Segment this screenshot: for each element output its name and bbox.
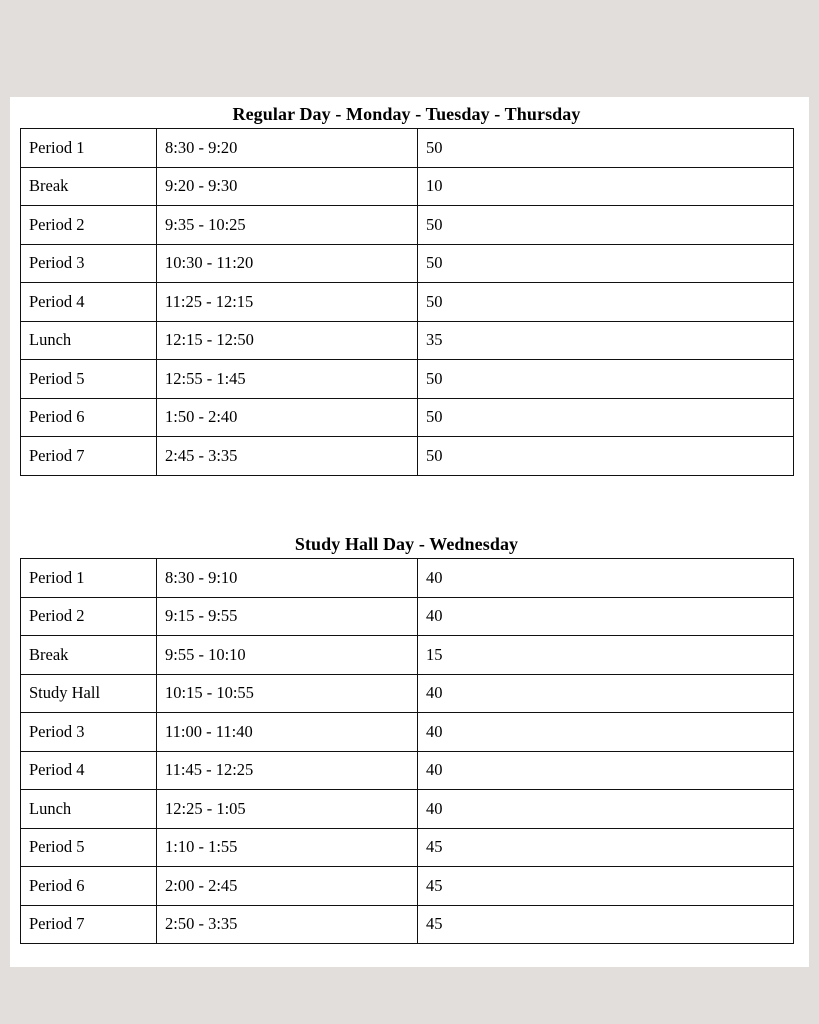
table-row: [21, 321, 794, 360]
time-range-cell: 11:45 - 12:25: [157, 751, 418, 790]
table-row: [21, 674, 794, 713]
minutes-cell: 10: [418, 167, 794, 206]
time-range-cell: 12:15 - 12:50: [157, 321, 418, 360]
minutes-cell: 40: [418, 597, 794, 636]
period-cell: Period 3: [21, 713, 157, 752]
time-range-cell: 9:15 - 9:55: [157, 597, 418, 636]
minutes-cell: 50: [418, 129, 794, 168]
study-hall-day-schedule: [20, 530, 793, 944]
time-range-cell: 10:30 - 11:20: [157, 244, 418, 283]
period-cell: Period 2: [21, 597, 157, 636]
table-row: [21, 597, 794, 636]
period-cell: Period 7: [21, 905, 157, 944]
time-range-cell: 12:55 - 1:45: [157, 360, 418, 399]
minutes-cell: 45: [418, 905, 794, 944]
table-row: [21, 167, 794, 206]
minutes-cell: 35: [418, 321, 794, 360]
minutes-cell: 40: [418, 790, 794, 829]
minutes-cell: 40: [418, 713, 794, 752]
table-row: [21, 790, 794, 829]
schedule-table: [20, 558, 794, 944]
time-range-cell: 9:55 - 10:10: [157, 636, 418, 675]
table-row: [21, 206, 794, 245]
time-range-cell: 2:50 - 3:35: [157, 905, 418, 944]
minutes-cell: 40: [418, 674, 794, 713]
time-range-cell: 11:25 - 12:15: [157, 283, 418, 322]
table-row: [21, 905, 794, 944]
time-range-cell: 2:45 - 3:35: [157, 437, 418, 476]
minutes-cell: 50: [418, 244, 794, 283]
minutes-cell: 45: [418, 867, 794, 906]
table-row: [21, 828, 794, 867]
minutes-cell: 50: [418, 360, 794, 399]
table-row: [21, 129, 794, 168]
period-cell: Period 7: [21, 437, 157, 476]
period-cell: Period 2: [21, 206, 157, 245]
minutes-cell: 40: [418, 559, 794, 598]
table-row: [21, 713, 794, 752]
table-row: [21, 283, 794, 322]
document-page: [10, 97, 809, 967]
table-row: [21, 244, 794, 283]
time-range-cell: 12:25 - 1:05: [157, 790, 418, 829]
minutes-cell: 50: [418, 437, 794, 476]
period-cell: Period 4: [21, 751, 157, 790]
time-range-cell: 10:15 - 10:55: [157, 674, 418, 713]
time-range-cell: 1:10 - 1:55: [157, 828, 418, 867]
period-cell: Study Hall: [21, 674, 157, 713]
period-cell: Period 6: [21, 398, 157, 437]
time-range-cell: 1:50 - 2:40: [157, 398, 418, 437]
period-cell: Period 1: [21, 129, 157, 168]
time-range-cell: 2:00 - 2:45: [157, 867, 418, 906]
table-row: [21, 751, 794, 790]
minutes-cell: 40: [418, 751, 794, 790]
table-row: [21, 867, 794, 906]
minutes-cell: 15: [418, 636, 794, 675]
period-cell: Lunch: [21, 790, 157, 829]
time-range-cell: 8:30 - 9:10: [157, 559, 418, 598]
period-cell: Period 5: [21, 828, 157, 867]
table-row: [21, 398, 794, 437]
regular-day-schedule: [20, 100, 793, 476]
time-range-cell: 8:30 - 9:20: [157, 129, 418, 168]
period-cell: Break: [21, 636, 157, 675]
minutes-cell: 50: [418, 206, 794, 245]
time-range-cell: 9:20 - 9:30: [157, 167, 418, 206]
period-cell: Period 4: [21, 283, 157, 322]
time-range-cell: 9:35 - 10:25: [157, 206, 418, 245]
minutes-cell: 50: [418, 398, 794, 437]
period-cell: Lunch: [21, 321, 157, 360]
period-cell: Period 6: [21, 867, 157, 906]
time-range-cell: 11:00 - 11:40: [157, 713, 418, 752]
period-cell: Break: [21, 167, 157, 206]
table-row: [21, 437, 794, 476]
table-row: [21, 559, 794, 598]
period-cell: Period 3: [21, 244, 157, 283]
minutes-cell: 45: [418, 828, 794, 867]
table-row: [21, 636, 794, 675]
minutes-cell: 50: [418, 283, 794, 322]
schedule-table: [20, 128, 794, 476]
table-row: [21, 360, 794, 399]
period-cell: Period 5: [21, 360, 157, 399]
schedule-title: Regular Day - Monday - Tuesday - Thursday: [232, 104, 581, 124]
period-cell: Period 1: [21, 559, 157, 598]
schedule-title: Study Hall Day - Wednesday: [294, 534, 519, 554]
